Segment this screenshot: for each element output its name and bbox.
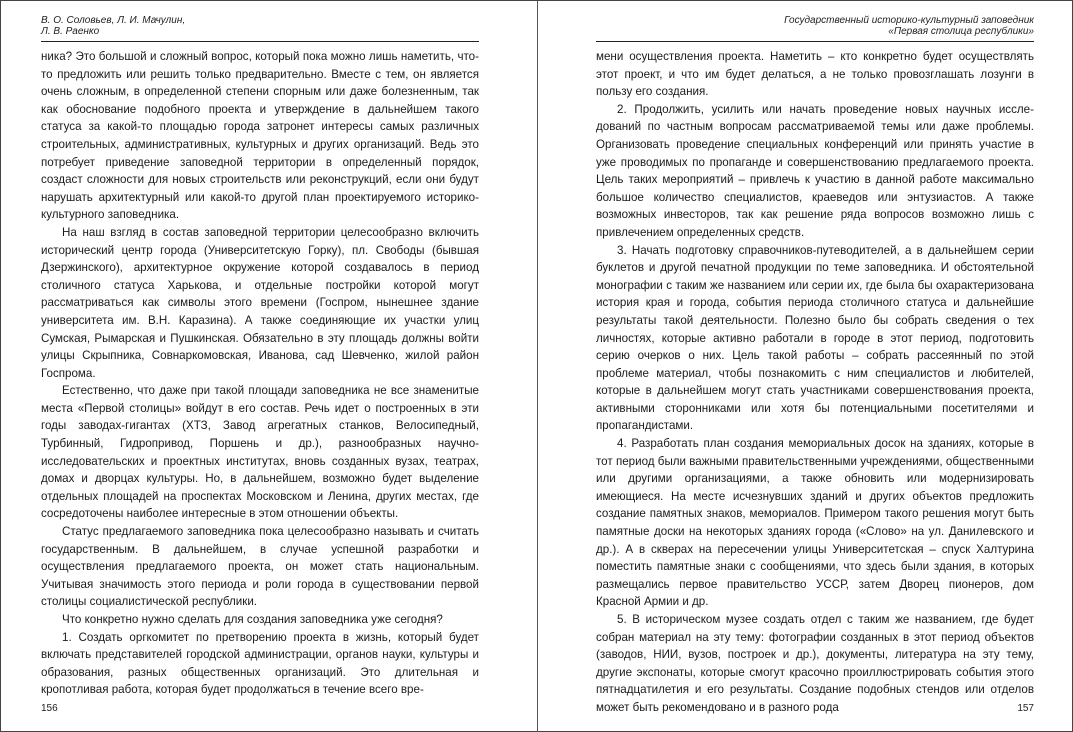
left-paragraph-2: На наш взгляд в состав заповедной территории целесообразно включить исторический центр города (Университетскую Горку), пл. Свободы (бывшая Дзержинского), архитектурное окружение которой создавалось в период столичного статуса Харькова, и отдельные постройки которой могут рассматриваться как символы этого времени (Госпром, нынешнее здание университета им. В.Н. Каразина). А также соединяющие их участки улиц Сумская, Рымарская и Пушкинская. Обязательно в эту площадь должны войти улицы Скрыпника, Совнаркомовская, Иванова, сад Шевченко, жилой район Госпрома.: [41, 225, 479, 380]
left-header-authors-line1: В. О. Соловьев, Л. И. Мачулин,: [41, 15, 186, 26]
right-header-title-line2: «Первая столица республики»: [888, 26, 1034, 37]
right-paragraph-2: 2. Продолжить, усилить или начать проведение новых научных исследований по частным вопросам рассматриваемой темы или даже проблемы. Организовать проведение специальных конференций или принять участие в уже проводимых по пропаганде и совершенствованию предлагаемого проекта. Цель таких мероприятий – привлечь к участию в данной работе максимально большое количество специалистов, краеведов или энтузиастов. А также возможных инвесторов, так как решение ряда вопросов возможно лишь с привлечением определенных средств.: [596, 102, 1034, 239]
left-running-header: [41, 15, 185, 37]
right-paragraph-1: мени осуществления проекта. Наметить – кто конкретно будет осуществлять этот проект, и что им будет делаться, а не только провозглашать лозунги в пользу его создания.: [596, 50, 1034, 99]
right-paragraph-3: 3. Начать подготовку справочников-путеводителей, а в дальнейшем серии буклетов и другой печатной продукции по теме заповедника. И обстоятельной монографии с таким же названием или серии их, где была бы охарактеризована история края и города, события периода столичного статуса и дальнейшие результаты такой деятельности. Полезно было бы собрать сведения о тех личностях, которые активно работали в городе в этот период, подготовить серию очерков о них. Цель такой работы – собрать рассеянный по этой проблеме материал, чтобы познакомить с ним специалистов и любителей, которые в дальнейшем могут стать участниками совершенствования проекта, активными сторонниками или хотя бы потенциальными посетителями и пропагандистами.: [596, 243, 1034, 433]
right-header-title-line1: Государственный историко-культурный заповедник: [784, 15, 1034, 26]
left-paragraph-5: Что конкретно нужно сделать для создания заповедника уже сегодня?: [62, 613, 443, 626]
right-page-number: 157: [1017, 703, 1034, 714]
right-paragraph-4: 4. Разработать план создания мемориальных досок на зданиях, которые в тот период были важными правительственными учреждениями, общественными или другими организациями, а также обновить или модернизировать имеющиеся. На месте исчезнувших зданий и других объектов предложить создание памятных знаков, мемориалов. Примером такого решения могут быть памятные доски на некоторых зданиях города («Слово» на ул. Данилевского и др.). А в скверах на пересечении улицы Университетская – спуск Халтурина поместить памятные знаки с сообщениями, что здесь были здания, в которых размещались первое правительство УССР, затем Дворец пионеров, дом Красной Армии и др.: [596, 437, 1034, 609]
left-paragraph-6: 1. Создать оргкомитет по претворению проекта в жизнь, который будет включать представителей городской администрации, органов науки, культуры и образования, разных общественных организаций. Это длительная и кропотливая работа, которая будет продолжаться в течение всего вре-: [41, 630, 479, 697]
right-header-rule: [596, 41, 1034, 42]
left-header-authors-line2: Л. В. Раенко: [41, 26, 100, 37]
left-header-rule: [41, 41, 479, 42]
left-paragraph-3: Естественно, что даже при такой площади заповедника не все знаменитые места «Первой столицы» войдут в его состав. Речь идет о построенных в эти годы заводах-гигантах (ХТЗ, Завод агрегатных станков, Велосипедный, Турбинный, Гидропривод, Поршень и др.), разнообразных научно-исследовательских и проектных институтах, вновь созданных вузах, театрах, домах и дворцах культуры. Но, в дальнейшем, возможно будет выделение отдельных площадей на проспектах Московском и Ленина, других местах, где сосредоточены наиболее интересные в этом отношении объекты.: [41, 384, 479, 521]
left-paragraph-1: ника? Это большой и сложный вопрос, который пока можно лишь наметить, что-то предложить или решить только предварительно. Вместе с тем, он является очень сложным, в определенной степени спорным или даже болезненным, так как обоснование подобного проекта и утверждение в дальнейшем такого статуса за какой-то площадью города затронет интересы самых различных строительных, административных, культурных и других организаций. Ведь это потребует приведение заповедной территории в определенный порядок, создаст сложности для новых строительств или реконструкций, если они будут нарушать архитектурный или какой-то другой план проектируемого историко-культурного заповедника.: [41, 50, 479, 222]
left-page: [1, 1, 537, 732]
left-paragraph-4: Статус предлагаемого заповедника пока целесообразно называть и считать государственным. В дальнейшем, в случае успешной разработки и осуществления предлагаемого проекта, он может стать национальным. Учитывая значимость этого периода и роли города в существовании первой столицы социалистической республики.: [41, 525, 479, 609]
right-page-body: [596, 48, 1034, 717]
right-paragraph-5: 5. В историческом музее создать отдел с таким же названием, где будет собран материал на эту тему: фотографии созданных в этот период объектов (заводов, НИИ, вузов, построек и др.), документы, литература на эту тему, другие экспонаты, которые смогут красочно проиллюстрировать события этого пятнадцатилетия и его результаты. Создание подобных стендов или отделов может быть рекомендовано и в разного рода: [596, 613, 1034, 714]
left-page-body: [41, 48, 479, 699]
left-page-number: 156: [41, 703, 58, 714]
right-running-header: [784, 15, 1034, 37]
right-page: [538, 1, 1073, 732]
